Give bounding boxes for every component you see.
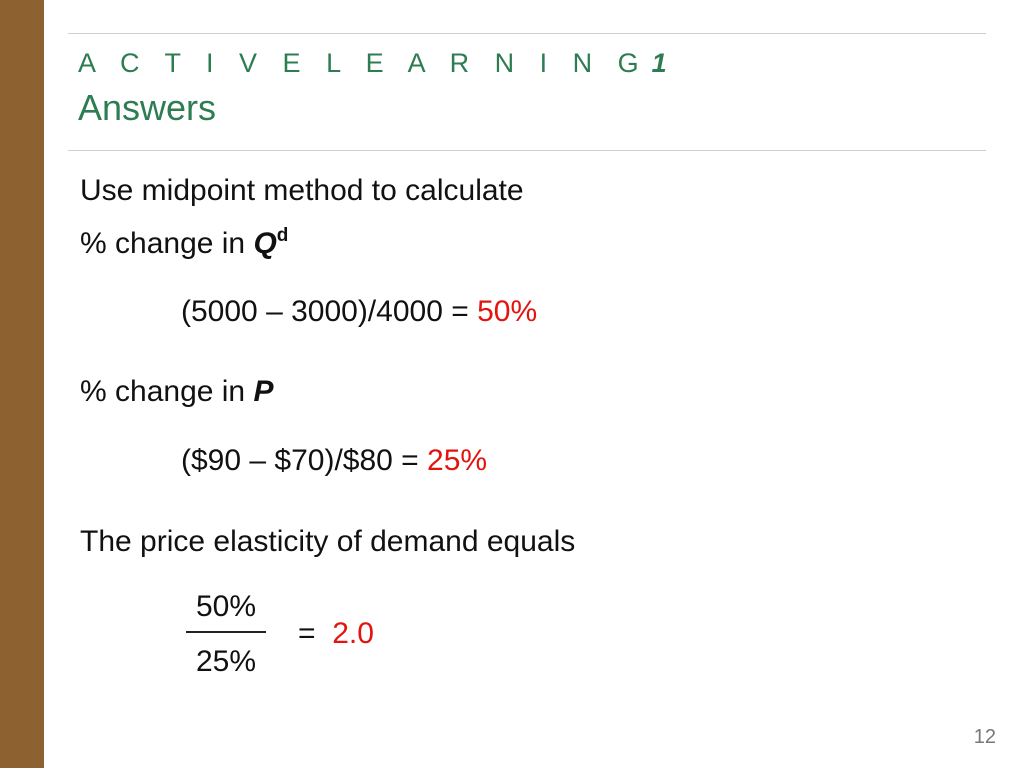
p-change-prefix: % change in <box>80 375 254 408</box>
fraction-numerator: 50% <box>195 590 257 623</box>
p-calculation <box>181 446 487 476</box>
fraction-bar <box>186 631 266 633</box>
q-calculation <box>181 297 537 327</box>
p-change-label <box>80 377 273 407</box>
q-change-label <box>80 226 288 259</box>
elasticity-result <box>298 619 374 649</box>
q-change-prefix: % change in <box>80 227 254 260</box>
p-symbol: P <box>253 375 274 408</box>
p-result: 25% <box>427 444 488 477</box>
page-number: 12 <box>973 726 996 748</box>
kicker-number: 1 <box>651 48 667 78</box>
equals-sign: = <box>298 617 316 650</box>
elasticity-line: The price elasticity of demand equals <box>80 525 576 558</box>
p-formula: ($90 – $70)/$80 = <box>181 444 428 477</box>
fraction-denominator: 25% <box>195 645 257 678</box>
sidebar-bar <box>0 0 44 768</box>
elasticity-value: 2.0 <box>332 617 374 650</box>
q-formula: (5000 – 3000)/4000 = <box>181 295 478 328</box>
intro-line: Use midpoint method to calculate <box>80 174 524 207</box>
q-symbol: Q <box>253 227 277 260</box>
section-kicker <box>78 50 667 77</box>
q-superscript: d <box>276 225 289 246</box>
q-result: 50% <box>477 295 538 328</box>
top-divider <box>68 33 986 34</box>
kicker-text: A C T I V E L E A R N I N G <box>78 48 648 78</box>
slide-title: Answers <box>78 87 217 128</box>
title-divider <box>68 150 986 151</box>
